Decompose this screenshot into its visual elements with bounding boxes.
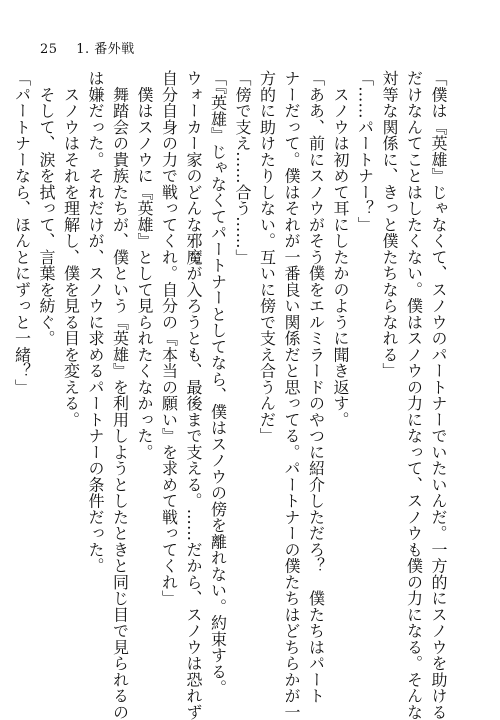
text-line: 方的に助けたりしない。互いに傍で支え合うんだ」 — [257, 70, 277, 444]
text-line: 対等な関係に、きっと僕たちならなれる」 — [380, 70, 399, 379]
text-line: ウォーカー家のどんな邪魔が入ろうとも、最後まで支える。……だから、スノウは恐れず — [184, 70, 203, 720]
text-line: 「僕は『英雄』じゃなくて、スノウのパートナーでいたいんだ。一方的にスノウを助ける — [429, 70, 448, 720]
chapter-title: 1. 番外戦 — [76, 42, 135, 57]
text-line: 舞踏会の貴族たちが、僕という『英雄』を利用しようとしたときと同じ目で見られるの — [110, 70, 130, 720]
text-line: 「『英雄』じゃなくてパートナーとしてなら、僕はスノウの傍を離れない。約束する。 — [208, 70, 228, 696]
page-number: 25 — [40, 42, 58, 57]
text-line: だけなんてことはしたくない。僕はスノウの力になって、スノウも僕の力になる。そんな — [404, 70, 424, 720]
text-line: 「パートナーなら、ほんとにずっと一緒？」 — [12, 70, 32, 395]
text-line: 「……パートナー？」 — [355, 70, 375, 233]
text-line: 自分自身の力で戦ってくれ。自分の『本当の願い』を求めて戦ってくれ」 — [159, 70, 179, 607]
text-line: スノウは初めて耳にしたかのように聞き返す。 — [331, 70, 350, 428]
text-line: 「傍で支え……合う……」 — [233, 70, 252, 265]
text-line: スノウはそれを理解し、僕を見る目を変える。 — [61, 70, 81, 428]
text-line: 僕はスノウに『英雄』として見られたくなかった。 — [135, 70, 154, 460]
text-line: は嫌だった。それだけが、スノウに求めるパートナーの条件だった。 — [86, 70, 105, 574]
text-line: 「ああ、前にスノウがそう僕をエルミラードのやつに紹介しただろ？ 僕たちはパート — [306, 70, 326, 704]
running-head — [40, 38, 135, 57]
text-line: ナーだって。僕はそれが一番良い関係だと思ってる。パートナーの僕たちはどちらかが一 — [282, 70, 301, 720]
vertical-body-text — [9, 70, 450, 720]
text-line: そして、涙を拭って、言葉を紡ぐ。 — [37, 70, 56, 347]
